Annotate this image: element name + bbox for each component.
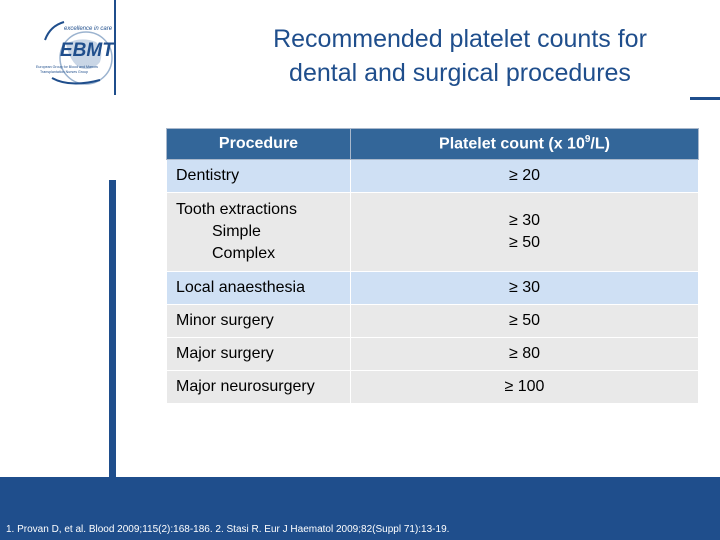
- logo-name: EBMT: [60, 40, 114, 61]
- header-count-text: Platelet count (x 10: [439, 135, 585, 153]
- ebmt-logo: [0, 0, 115, 95]
- count-complex: ≥ 50: [508, 234, 541, 251]
- table-row: [167, 160, 699, 193]
- platelet-table: [166, 128, 699, 404]
- header-count-suffix: /L): [590, 135, 610, 153]
- procedure-cell: [167, 193, 351, 272]
- table-row: [167, 338, 699, 371]
- title-line-1: Recommended platelet counts for: [273, 25, 647, 53]
- logo-org-line-1: European Group for Blood and Marrow: [36, 65, 98, 69]
- procedure-cell: Local anaesthesia: [167, 272, 351, 305]
- header-count-exponent: 9: [584, 134, 591, 146]
- footer-bar: [0, 477, 720, 540]
- procedure-cell: Major neurosurgery: [167, 371, 351, 404]
- table-row: [167, 371, 699, 404]
- logo-tagline: excellence in care: [64, 26, 113, 32]
- table-row: [167, 305, 699, 338]
- top-rule: [690, 97, 720, 100]
- footer-references: 1. Provan D, et al. Blood 2009;115(2):168-186. 2. Stasi R. Eur J Haematol 2009;82(Suppl 71):13-19.: [6, 524, 450, 535]
- table-header-row: [167, 129, 699, 160]
- logo-org-line-2: Transplantation Nurses Group: [40, 70, 89, 74]
- procedure-cell: Minor surgery: [167, 305, 351, 338]
- count-simple: ≥ 30: [508, 212, 541, 229]
- count-cell: ≥ 30: [351, 272, 699, 305]
- header-platelet-count: [351, 129, 699, 160]
- slide-title: [200, 22, 720, 90]
- table-row: [167, 272, 699, 305]
- procedure-cell: Dentistry: [167, 160, 351, 193]
- count-cell: [351, 193, 699, 272]
- ebmt-logo-graphic: [0, 0, 115, 95]
- count-cell: ≥ 20: [351, 160, 699, 193]
- procedure-sub-complex: Complex: [212, 245, 276, 262]
- header-procedure: Procedure: [167, 129, 351, 160]
- title-line-2: dental and surgical procedures: [289, 59, 631, 87]
- left-accent-bar: [109, 180, 116, 477]
- count-cell: ≥ 80: [351, 338, 699, 371]
- count-cell: ≥ 50: [351, 305, 699, 338]
- procedure-main: Tooth extractions: [176, 201, 297, 218]
- procedure-sub-simple: Simple: [212, 223, 261, 240]
- table-row: [167, 193, 699, 272]
- count-cell: ≥ 100: [351, 371, 699, 404]
- logo-divider: [114, 0, 116, 95]
- procedure-cell: Major surgery: [167, 338, 351, 371]
